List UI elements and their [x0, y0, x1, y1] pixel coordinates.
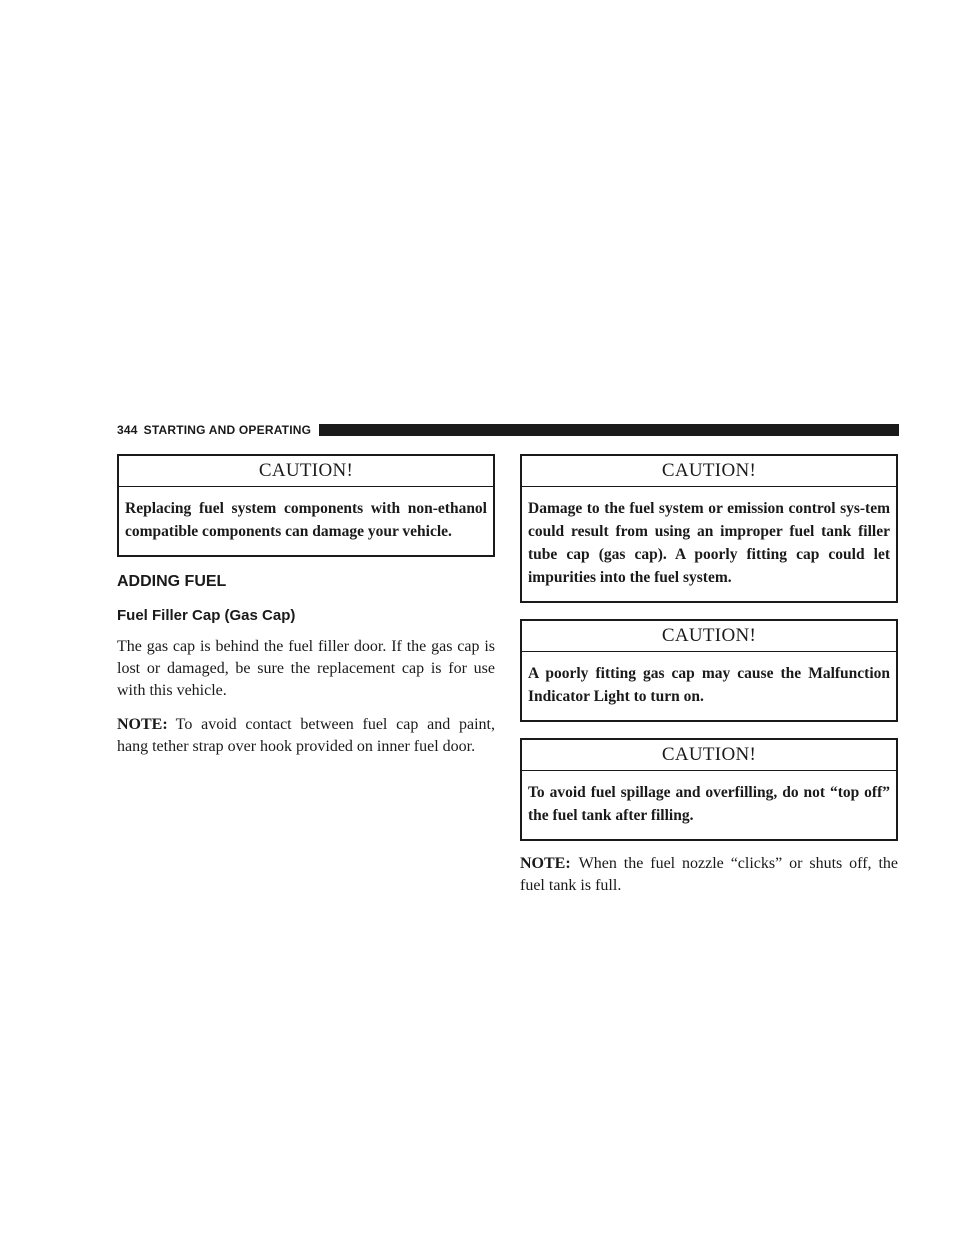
note-label: NOTE:: [117, 716, 168, 733]
note-paragraph: [520, 853, 898, 897]
caution-box: [520, 619, 898, 722]
caution-text: Damage to the fuel system or emission control sys-tem could result from using an improper fuel tank filler tube cap (gas cap). A poorly fitting cap could let impurities into the fuel system.: [528, 500, 890, 586]
caution-box: [117, 454, 495, 557]
body-paragraph: The gas cap is behind the fuel filler door. If the gas cap is lost or damaged, be sure the replacement cap is for use with this vehicle.: [117, 638, 495, 699]
note-text: When the fuel nozzle “clicks” or shuts off, the fuel tank is full.: [520, 855, 898, 894]
caution-box: [520, 454, 898, 603]
note-label: NOTE:: [520, 855, 571, 872]
header-rule: [319, 424, 899, 436]
right-column: [520, 454, 898, 897]
caution-text: Replacing fuel system components with non-ethanol compatible components can damage your vehicle.: [125, 500, 487, 540]
caution-title: CAUTION!: [522, 621, 896, 652]
subsection-heading: Fuel Filler Cap (Gas Cap): [117, 607, 296, 624]
caution-title: CAUTION!: [522, 740, 896, 771]
caution-box: [520, 738, 898, 841]
caution-text: A poorly fitting gas cap may cause the Malfunction Indicator Light to turn on.: [528, 665, 890, 705]
left-column: [117, 454, 495, 758]
note-paragraph: [117, 714, 495, 758]
section-heading: ADDING FUEL: [117, 573, 227, 590]
note-text: To avoid contact between fuel cap and paint, hang tether strap over hook provided on inner fuel door.: [117, 716, 495, 755]
caution-text: To avoid fuel spillage and overfilling, do not “top off” the fuel tank after filling.: [528, 784, 890, 824]
section-title: STARTING AND OPERATING: [143, 423, 312, 437]
page-header: [117, 420, 899, 440]
caution-title: CAUTION!: [119, 456, 493, 487]
page-number: 344: [117, 423, 138, 437]
caution-title: CAUTION!: [522, 456, 896, 487]
